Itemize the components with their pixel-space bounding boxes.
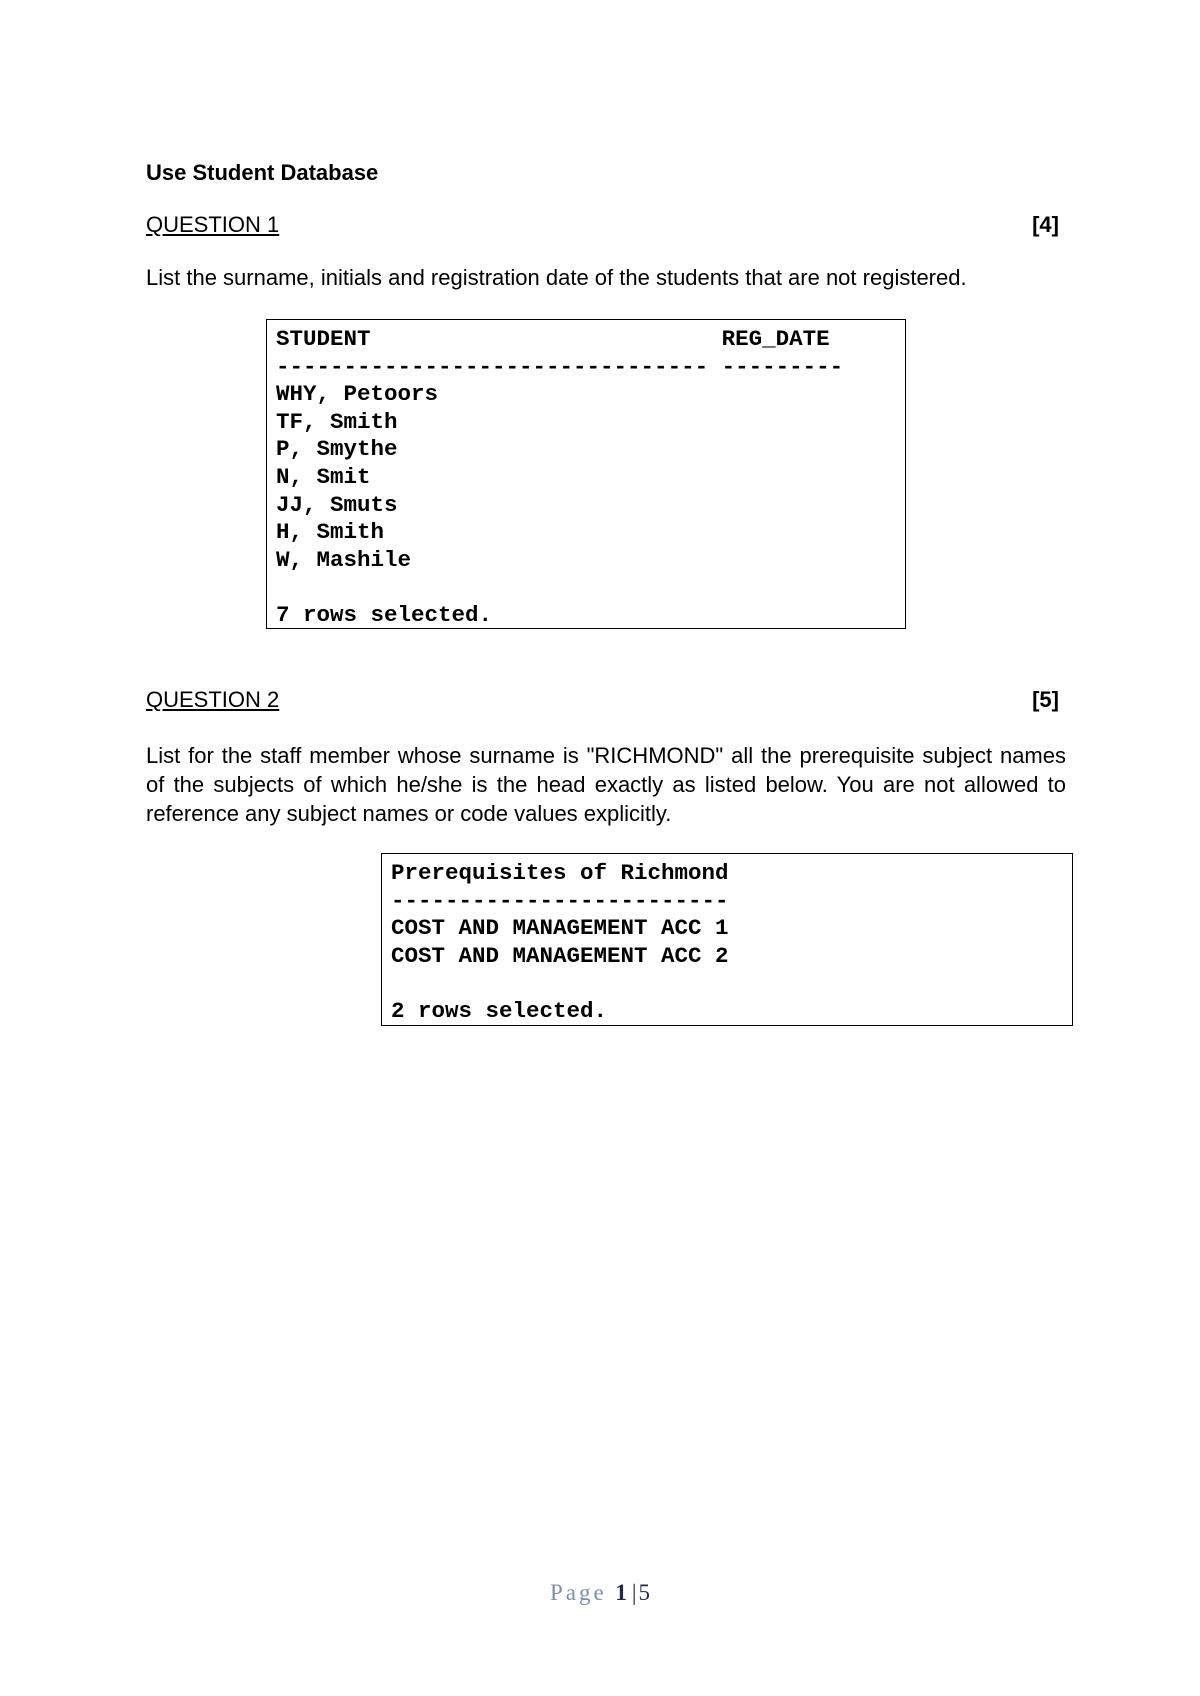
output-row: WHY, Petoors (276, 381, 439, 408)
output-separator-line: -------------------------------- --------- (276, 353, 844, 380)
output-row: COST AND MANAGEMENT ACC 1 (391, 915, 729, 942)
output-row: TF, Smith (276, 408, 398, 435)
page-separator: | (631, 1580, 637, 1605)
output-row: COST AND MANAGEMENT ACC 2 (391, 942, 729, 969)
question-2-header (146, 687, 1059, 715)
output-header-line: STUDENT REG_DATE (276, 326, 830, 352)
output-row-count: 7 rows selected. (276, 601, 493, 628)
output-row-count: 2 rows selected. (391, 997, 608, 1024)
question-2-marks: [5] (1032, 687, 1059, 712)
page-total: 5 (638, 1580, 651, 1605)
question-1-marks: [4] (1032, 212, 1059, 237)
output-row: JJ, Smuts (276, 491, 398, 518)
question-1-title: QUESTION 1 (146, 212, 280, 237)
question-1-output-box (266, 319, 906, 629)
page-number: 1 (615, 1580, 630, 1605)
question-2-output-box (381, 853, 1073, 1026)
question-2-text: List for the staff member whose surname is "RICHMOND" all the prerequisite subject names of the subjects of which he/she is the head exactly as listed below. You are not allowed to reference any subject names or code values explicitly. (146, 743, 1066, 826)
page-footer (0, 1580, 1200, 1606)
output-blank-line (276, 574, 896, 602)
output-row: W, Mashile (276, 546, 412, 573)
output-row: N, Smit (276, 463, 371, 490)
page-label: Page (549, 1580, 607, 1605)
question-1-text: List the surname, initials and registration date of the students that are not registered. (146, 265, 967, 290)
question-2-title: QUESTION 2 (146, 687, 280, 712)
output-separator-line: ------------------------- (391, 887, 729, 914)
output-header-line: Prerequisites of Richmond (391, 860, 729, 886)
output-blank-line (391, 970, 1063, 998)
question-1-header (146, 212, 1059, 240)
document-heading: Use Student Database (146, 160, 379, 185)
output-row: P, Smythe (276, 436, 398, 463)
output-row: H, Smith (276, 519, 385, 546)
